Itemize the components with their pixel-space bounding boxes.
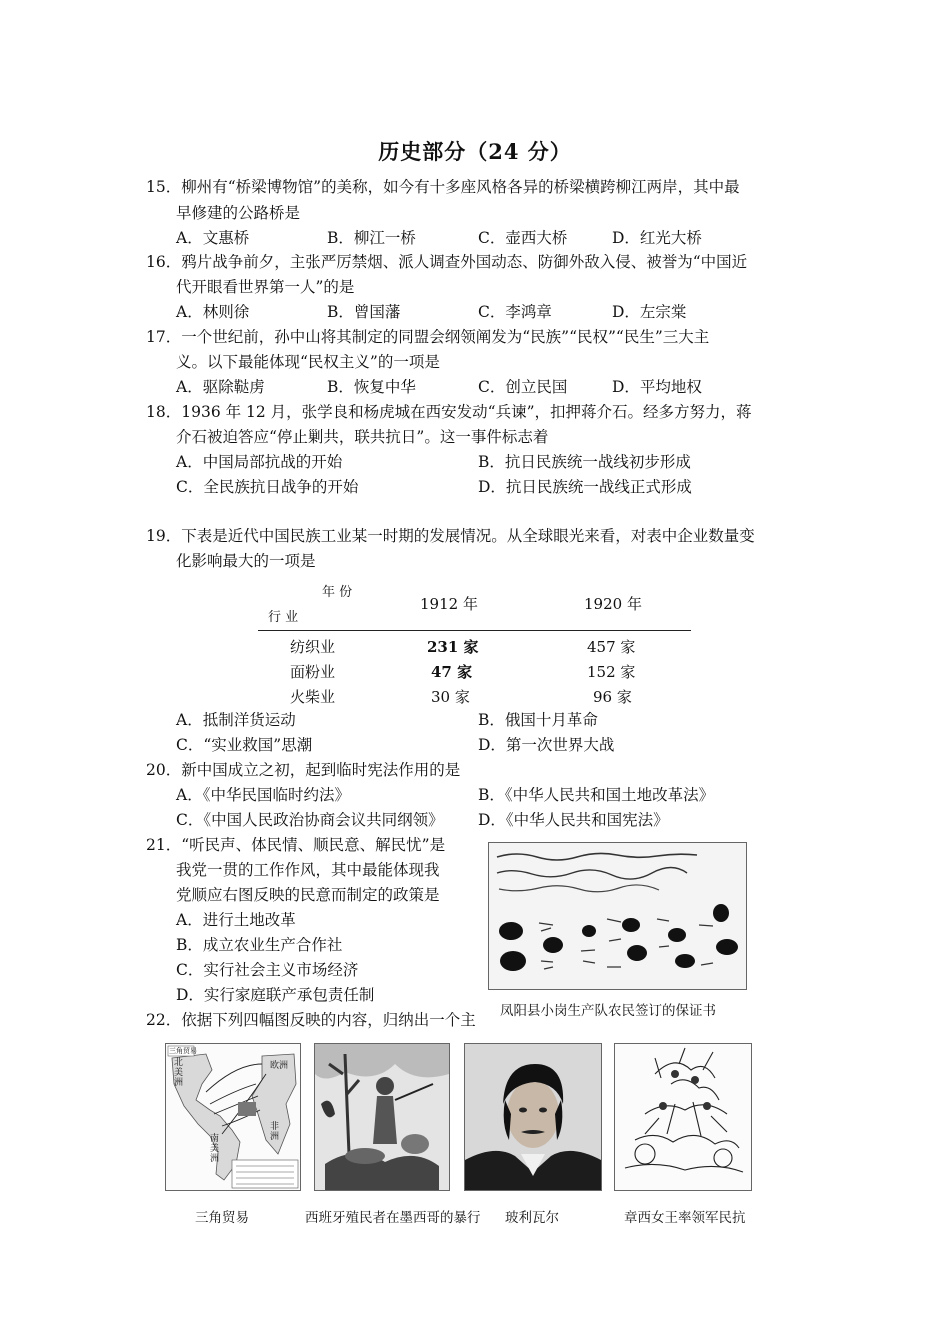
pledge-document-image xyxy=(488,842,747,990)
question-number: 16． xyxy=(146,253,182,271)
image-caption: 章西女王率领军民抗 xyxy=(624,1210,746,1226)
map-label-north-america: 北美洲 xyxy=(174,1058,184,1088)
option-b[interactable]: B．曾国藩 xyxy=(327,303,401,321)
table-cell-industry: 面粉业 xyxy=(290,663,336,681)
question-number: 21． xyxy=(146,836,182,854)
page-title: 历史部分（24 分） xyxy=(378,139,572,164)
map-label-europe: 欧洲 xyxy=(270,1061,289,1071)
question-text: 依据下列四幅图反映的内容，归纳出一个主 xyxy=(181,1011,476,1029)
table-cell-industry: 纺织业 xyxy=(290,638,336,656)
table-cell-1912: 30 家 xyxy=(431,688,470,706)
question-number: 15． xyxy=(146,178,182,196)
option-b[interactable]: B．《中华人民共和国土地改革法》 xyxy=(478,786,715,804)
option-a[interactable]: A．中国局部抗战的开始 xyxy=(176,453,343,471)
map-title: 三角贸易 xyxy=(169,1047,197,1055)
spanish-colonizers-engraving xyxy=(314,1043,450,1191)
question-text: 柳州有“桥梁博物馆”的美称，如今有十多座风格各异的桥梁横跨柳江两岸，其中最 xyxy=(181,178,740,196)
question-number: 18． xyxy=(146,403,182,421)
option-c[interactable]: C．“实业救国”思潮 xyxy=(176,736,313,754)
table-corner-industry: 行 业 xyxy=(268,610,299,625)
question-number: 20． xyxy=(146,761,182,779)
bolivar-portrait xyxy=(464,1043,602,1191)
question-text: 义。以下最能体现“民权主义”的一项是 xyxy=(176,353,440,371)
option-d[interactable]: D．抗日民族统一战线正式形成 xyxy=(478,478,692,496)
option-b[interactable]: B．抗日民族统一战线初步形成 xyxy=(478,453,691,471)
option-d[interactable]: D．左宗棠 xyxy=(612,303,687,321)
option-c[interactable]: C．全民族抗日战争的开始 xyxy=(176,478,359,496)
table-cell-1920: 96 家 xyxy=(593,688,632,706)
option-a[interactable]: A．驱除鞑虏 xyxy=(176,378,265,396)
triangle-trade-map xyxy=(165,1043,301,1191)
option-d[interactable]: D．红光大桥 xyxy=(612,229,702,247)
image-caption: 西班牙殖民者在墨西哥的暴行 xyxy=(305,1210,481,1226)
question-text: 介石被迫答应“停止剿共，联共抗日”。这一事件标志着 xyxy=(176,428,549,446)
table-cell-1920: 457 家 xyxy=(587,638,636,656)
question-text: 一个世纪前，孙中山将其制定的同盟会纲领阐发为“民族”“民权”“民生”三大主 xyxy=(181,328,710,346)
map-label-south-america: 南美洲 xyxy=(210,1134,220,1164)
image-caption: 三角贸易 xyxy=(195,1210,249,1226)
option-a[interactable]: A．《中华民国临时约法》 xyxy=(176,786,350,804)
question-number: 17． xyxy=(146,328,182,346)
option-c[interactable]: C．壶西大桥 xyxy=(478,229,568,247)
option-b[interactable]: B．柳江一桥 xyxy=(327,229,416,247)
option-b[interactable]: B．俄国十月革命 xyxy=(478,711,598,729)
question-text: 党顺应右图反映的民意而制定的政策是 xyxy=(176,886,440,904)
table-cell-1920: 152 家 xyxy=(587,663,636,681)
question-text: “听民声、体民情、顺民意、解民忧”是 xyxy=(181,836,446,854)
option-a[interactable]: A．林则徐 xyxy=(176,303,250,321)
table-col-header: 1912 年 xyxy=(420,595,478,613)
option-a[interactable]: A．抵制洋货运动 xyxy=(176,711,296,729)
map-label-africa: 非洲 xyxy=(270,1122,280,1142)
option-d[interactable]: D．平均地权 xyxy=(612,378,702,396)
table-cell-1912: 231 家 xyxy=(427,638,479,656)
option-d[interactable]: D．《中华人民共和国宪法》 xyxy=(478,811,669,829)
question-text: 新中国成立之初，起到临时宪法作用的是 xyxy=(181,761,461,779)
question-text: 化影响最大的一项是 xyxy=(176,552,316,570)
option-c[interactable]: C．《中国人民政治协商会议共同纲领》 xyxy=(176,811,444,829)
option-a[interactable]: A．文惠桥 xyxy=(176,229,250,247)
question-text: 代开眼看世界第一人”的是 xyxy=(176,278,355,296)
option-c[interactable]: C．李鸿章 xyxy=(478,303,552,321)
question-text: 鸦片战争前夕，主张严厉禁烟、派人调查外国动态、防御外敌入侵、被誉为“中国近 xyxy=(181,253,748,271)
image-caption: 玻利瓦尔 xyxy=(505,1210,559,1226)
table-divider xyxy=(258,630,691,631)
question-text: 下表是近代中国民族工业某一时期的发展情况。从全球眼光来看，对表中企业数量变 xyxy=(181,527,755,545)
question-text: 1936 年 12 月，张学良和杨虎城在西安发动“兵谏”，扣押蒋介石。经多方努力，蒋 xyxy=(181,403,752,421)
option-d[interactable]: D．实行家庭联产承包责任制 xyxy=(176,986,375,1004)
option-b[interactable]: B．恢复中华 xyxy=(327,378,416,396)
table-corner-year: 年 份 xyxy=(322,585,353,600)
table-cell-1912: 47 家 xyxy=(431,663,473,681)
rani-of-jhansi-sketch xyxy=(614,1043,752,1191)
option-a[interactable]: A．进行土地改革 xyxy=(176,911,296,929)
question-text: 早修建的公路桥是 xyxy=(176,204,301,222)
image-caption: 凤阳县小岗生产队农民签订的保证书 xyxy=(500,1003,716,1019)
table-col-header: 1920 年 xyxy=(584,595,642,613)
question-number: 22． xyxy=(146,1011,182,1029)
table-cell-industry: 火柴业 xyxy=(290,688,336,706)
option-b[interactable]: B．成立农业生产合作社 xyxy=(176,936,343,954)
question-number: 19． xyxy=(146,527,182,545)
option-c[interactable]: C．创立民国 xyxy=(478,378,568,396)
option-d[interactable]: D．第一次世界大战 xyxy=(478,736,615,754)
option-c[interactable]: C．实行社会主义市场经济 xyxy=(176,961,359,979)
question-text: 我党一贯的工作作风，其中最能体现我 xyxy=(176,861,440,879)
